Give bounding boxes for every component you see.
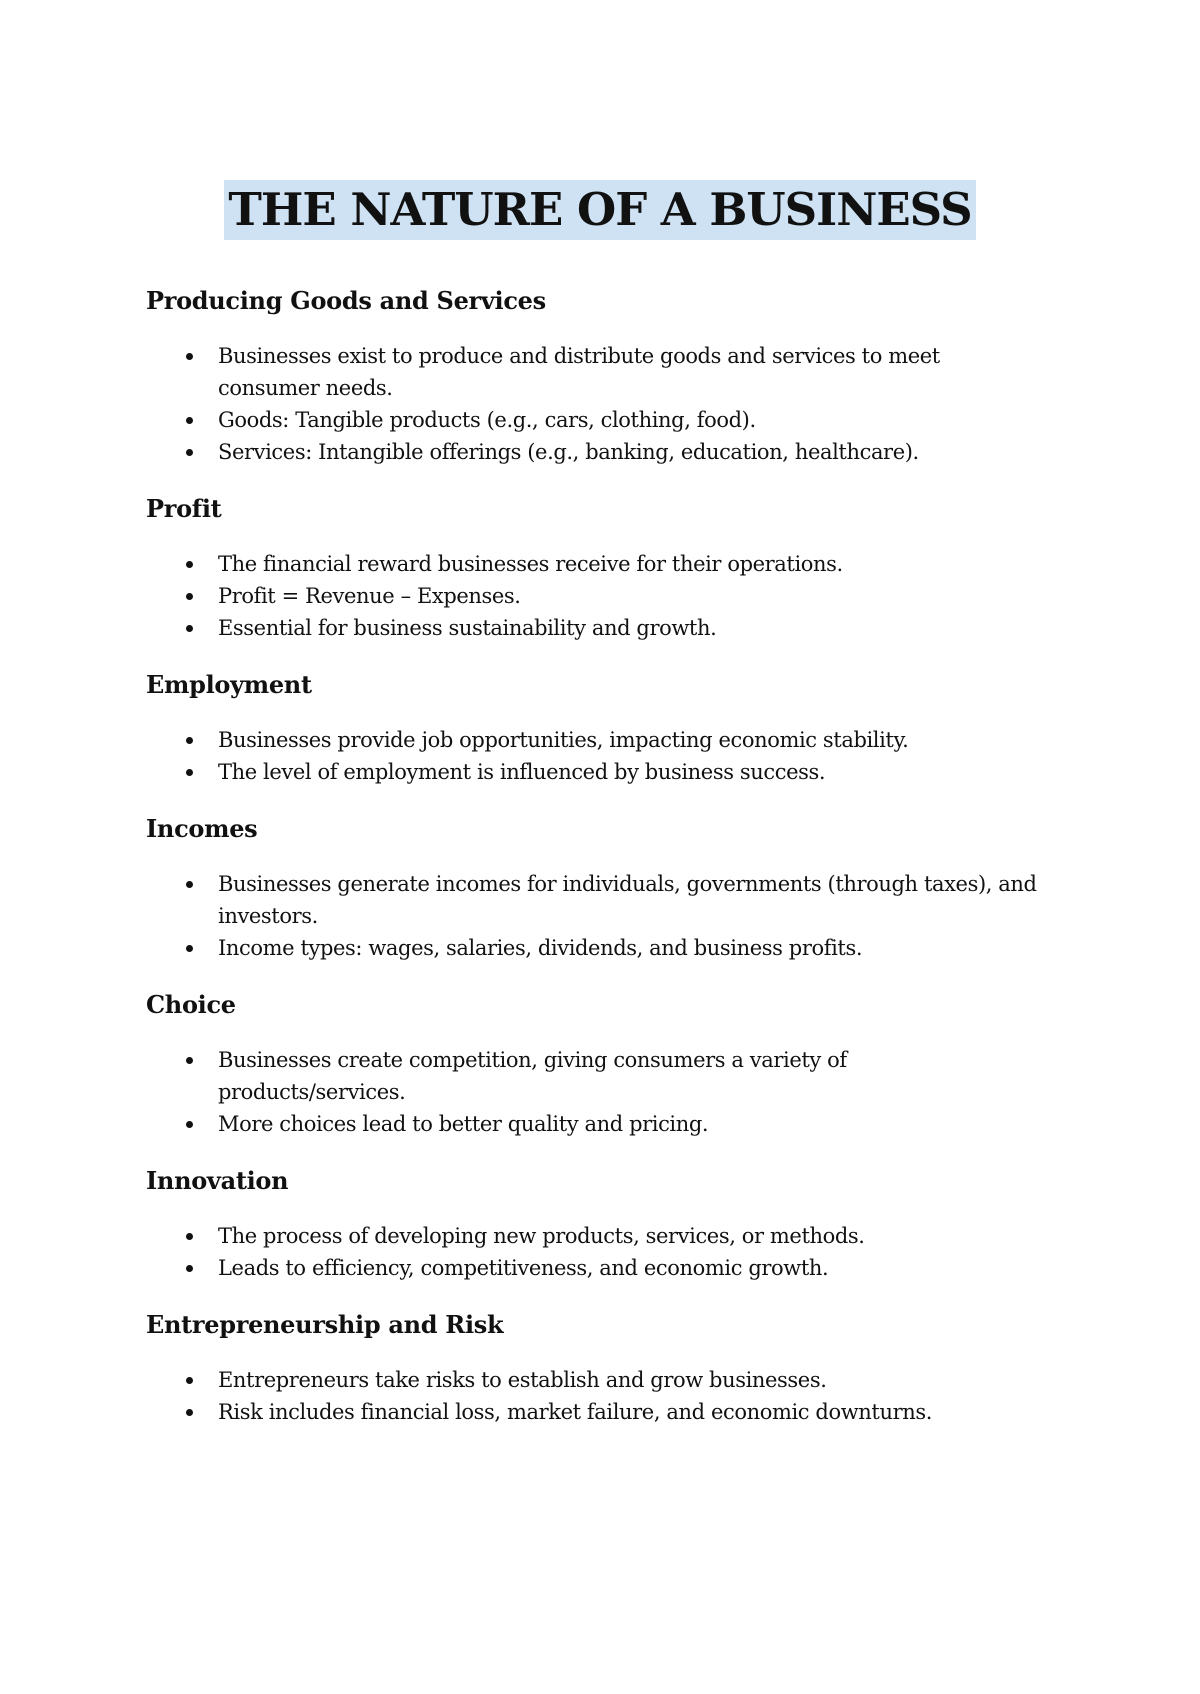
bullet-text: Businesses provide job opportunities, impacting economic stability. [218,728,909,752]
bullet-item [146,340,1038,404]
bullet-text: Leads to efficiency, competitiveness, and economic growth. [218,1256,829,1280]
bullet-list [146,724,1046,788]
bullet-item [146,1108,1038,1140]
bullet-dot-icon [186,1377,193,1384]
bullet-item [146,1252,1038,1284]
bullet-text: The financial reward businesses receive for their operations. [218,552,843,576]
bullet-text: Profit = Revenue – Expenses. [218,584,521,608]
bullet-dot-icon [186,1057,193,1064]
document-title: THE NATURE OF A BUSINESS [224,180,975,240]
section-heading: Employment [146,670,312,699]
bullet-item [146,756,1038,788]
bullet-text: The level of employment is influenced by business success. [218,760,826,784]
section [146,494,1046,644]
bullet-list [146,1044,1046,1140]
bullet-dot-icon [186,769,193,776]
section [146,286,1046,468]
bullet-text: Risk includes financial loss, market failure, and economic downturns. [218,1400,932,1424]
bullet-item [146,1044,1038,1108]
section-heading: Entrepreneurship and Risk [146,1310,504,1339]
bullet-list [146,1364,1046,1428]
section-heading: Innovation [146,1166,289,1195]
bullet-list [146,548,1046,644]
bullet-dot-icon [186,1233,193,1240]
section [146,814,1046,964]
bullet-dot-icon [186,593,193,600]
bullet-list [146,1220,1046,1284]
bullet-item [146,548,1038,580]
bullet-dot-icon [186,625,193,632]
bullet-dot-icon [186,449,193,456]
bullet-dot-icon [186,417,193,424]
bullet-text: Entrepreneurs take risks to establish and grow businesses. [218,1368,827,1392]
section [146,990,1046,1140]
bullet-text: More choices lead to better quality and pricing. [218,1112,709,1136]
section [146,1310,1046,1428]
document-body [146,286,1046,1454]
bullet-text: Businesses create competition, giving consumers a variety of products/services. [218,1048,847,1104]
bullet-text: Essential for business sustainability and growth. [218,616,717,640]
bullet-item [146,932,1038,964]
bullet-text: Businesses exist to produce and distribute goods and services to meet consumer needs. [218,344,940,400]
section-heading: Choice [146,990,236,1019]
section-heading: Producing Goods and Services [146,286,546,315]
bullet-text: Goods: Tangible products (e.g., cars, clothing, food). [218,408,756,432]
bullet-dot-icon [186,1409,193,1416]
section-heading: Incomes [146,814,258,843]
bullet-dot-icon [186,561,193,568]
bullet-item [146,724,1038,756]
bullet-item [146,580,1038,612]
bullet-item [146,404,1038,436]
bullet-text: The process of developing new products, services, or methods. [218,1224,865,1248]
bullet-dot-icon [186,737,193,744]
bullet-item [146,868,1038,932]
bullet-item [146,1396,1038,1428]
bullet-dot-icon [186,881,193,888]
bullet-item [146,612,1038,644]
section [146,1166,1046,1284]
bullet-text: Income types: wages, salaries, dividends, and business profits. [218,936,863,960]
bullet-item [146,1364,1038,1396]
bullet-text: Businesses generate incomes for individuals, governments (through taxes), and investors. [218,872,1037,928]
section [146,670,1046,788]
bullet-dot-icon [186,1265,193,1272]
bullet-dot-icon [186,1121,193,1128]
bullet-list [146,340,1046,468]
bullet-list [146,868,1046,964]
bullet-dot-icon [186,353,193,360]
bullet-item [146,1220,1038,1252]
bullet-item [146,436,1038,468]
title-container [0,180,1200,240]
section-heading: Profit [146,494,222,523]
bullet-dot-icon [186,945,193,952]
bullet-text: Services: Intangible offerings (e.g., banking, education, healthcare). [218,440,919,464]
